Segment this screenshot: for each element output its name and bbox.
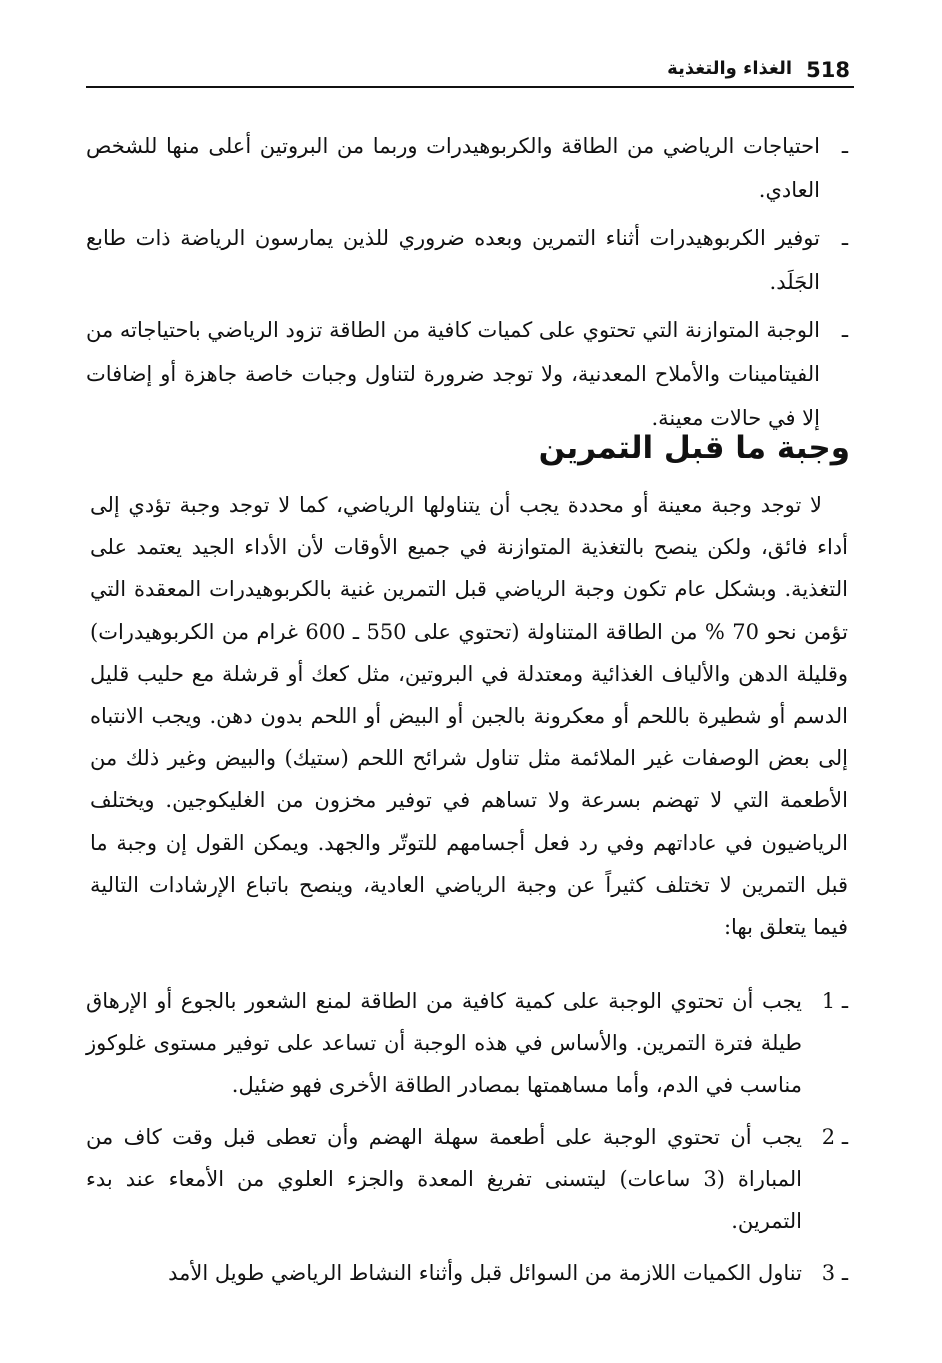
page-number: 518 bbox=[806, 58, 850, 82]
numbered-list bbox=[86, 980, 848, 1304]
bullet-item bbox=[86, 308, 848, 440]
bullet-text: توفير الكربوهيدرات أثناء التمرين وبعده ضروري للذين يمارسون الرياضة ذات طابع الجَلَد. bbox=[86, 226, 820, 294]
bullet-dash: ـ bbox=[841, 226, 848, 250]
numbered-item bbox=[86, 1252, 848, 1294]
page-header bbox=[86, 56, 854, 88]
bullet-item bbox=[86, 216, 848, 304]
item-text: يجب أن تحتوي الوجبة على كمية كافية من الطاقة لمنع الشعور بالجوع أو الإرهاق طيلة فترة التمرين. والأساس في هذه الوجبة أن تساعد على توفير مستوى غلوكوز مناسب في الدم، وأما مساهمتها بمصادر الطاقة الأخرى فهو ضئيل. bbox=[86, 989, 802, 1097]
item-number: 3 ـ bbox=[821, 1261, 848, 1285]
bullet-item bbox=[86, 124, 848, 212]
section-heading: وجبة ما قبل التمرين bbox=[538, 430, 850, 466]
section-paragraph: لا توجد وجبة معينة أو محددة يجب أن يتناولها الرياضي، كما لا توجد وجبة تؤدي إلى أداء فائق، ولكن ينصح بالتغذية المتوازنة في جميع الأوقات لأن الأداء الجيد يعتمد على التغذية. وبشكل عام تكون وجبة الرياضي قبل التمرين غنية بالكربوهيدرات المعقدة التي تؤمن نحو 70 % من الطاقة المتناولة (تحتوي على 550 ـ 600 غرام من الكربوهيدرات) وقليلة الدهن والألياف الغذائية ومعتدلة في البروتين، مثل كعك أو قرشلة مع حليب قليل الدسم أو شطيرة باللحم أو معكرونة بالجبن أو البيض أو اللحم بدون دهن. ويجب الانتباه إلى بعض الوصفات غير الملائمة مثل تناول شرائح اللحم (ستيك) والبيض وغير ذلك من الأطعمة التي لا تهضم بسرعة ولا تساهم في توفير مخزون من الغليكوجين. ويختلف الرياضيون في عاداتهم وفي رد فعل أجسامهم للتوتّر والجهد. ويمكن القول إن وجبة ما قبل التمرين لا تختلف كثيراً عن وجبة الرياضي العادية، وينصح باتباع الإرشادات التالية فيما يتعلق بها: bbox=[90, 493, 848, 940]
numbered-item bbox=[86, 1116, 848, 1242]
bullet-text: الوجبة المتوازنة التي تحتوي على كميات كافية من الطاقة تزود الرياضي باحتياجاته من الفيتامينات والأملاح المعدنية، ولا توجد ضرورة لتناول وجبات خاصة جاهزة أو إضافات إلا في حالات معينة. bbox=[86, 318, 820, 430]
bullet-dash: ـ bbox=[841, 318, 848, 342]
header-rule bbox=[86, 86, 854, 88]
bullet-dash: ـ bbox=[841, 134, 848, 158]
numbered-item bbox=[86, 980, 848, 1106]
item-text: يجب أن تحتوي الوجبة على أطعمة سهلة الهضم وأن تعطى قبل وقت كاف من المباراة (3 ساعات) ليتسنى تفريغ المعدة والجزء العلوي من الأمعاء عند بدء التمرين. bbox=[86, 1125, 802, 1233]
item-text: تناول الكميات اللازمة من السوائل قبل وأثناء النشاط الرياضي طويل الأمد bbox=[168, 1261, 802, 1285]
item-number: 2 ـ bbox=[821, 1125, 848, 1149]
bullet-text: احتياجات الرياضي من الطاقة والكربوهيدرات وربما من البروتين أعلى منها للشخص العادي. bbox=[86, 134, 820, 202]
bullet-list bbox=[86, 124, 848, 444]
running-title: الغذاء والتغذية bbox=[667, 58, 792, 79]
item-number: 1 ـ bbox=[821, 989, 848, 1013]
